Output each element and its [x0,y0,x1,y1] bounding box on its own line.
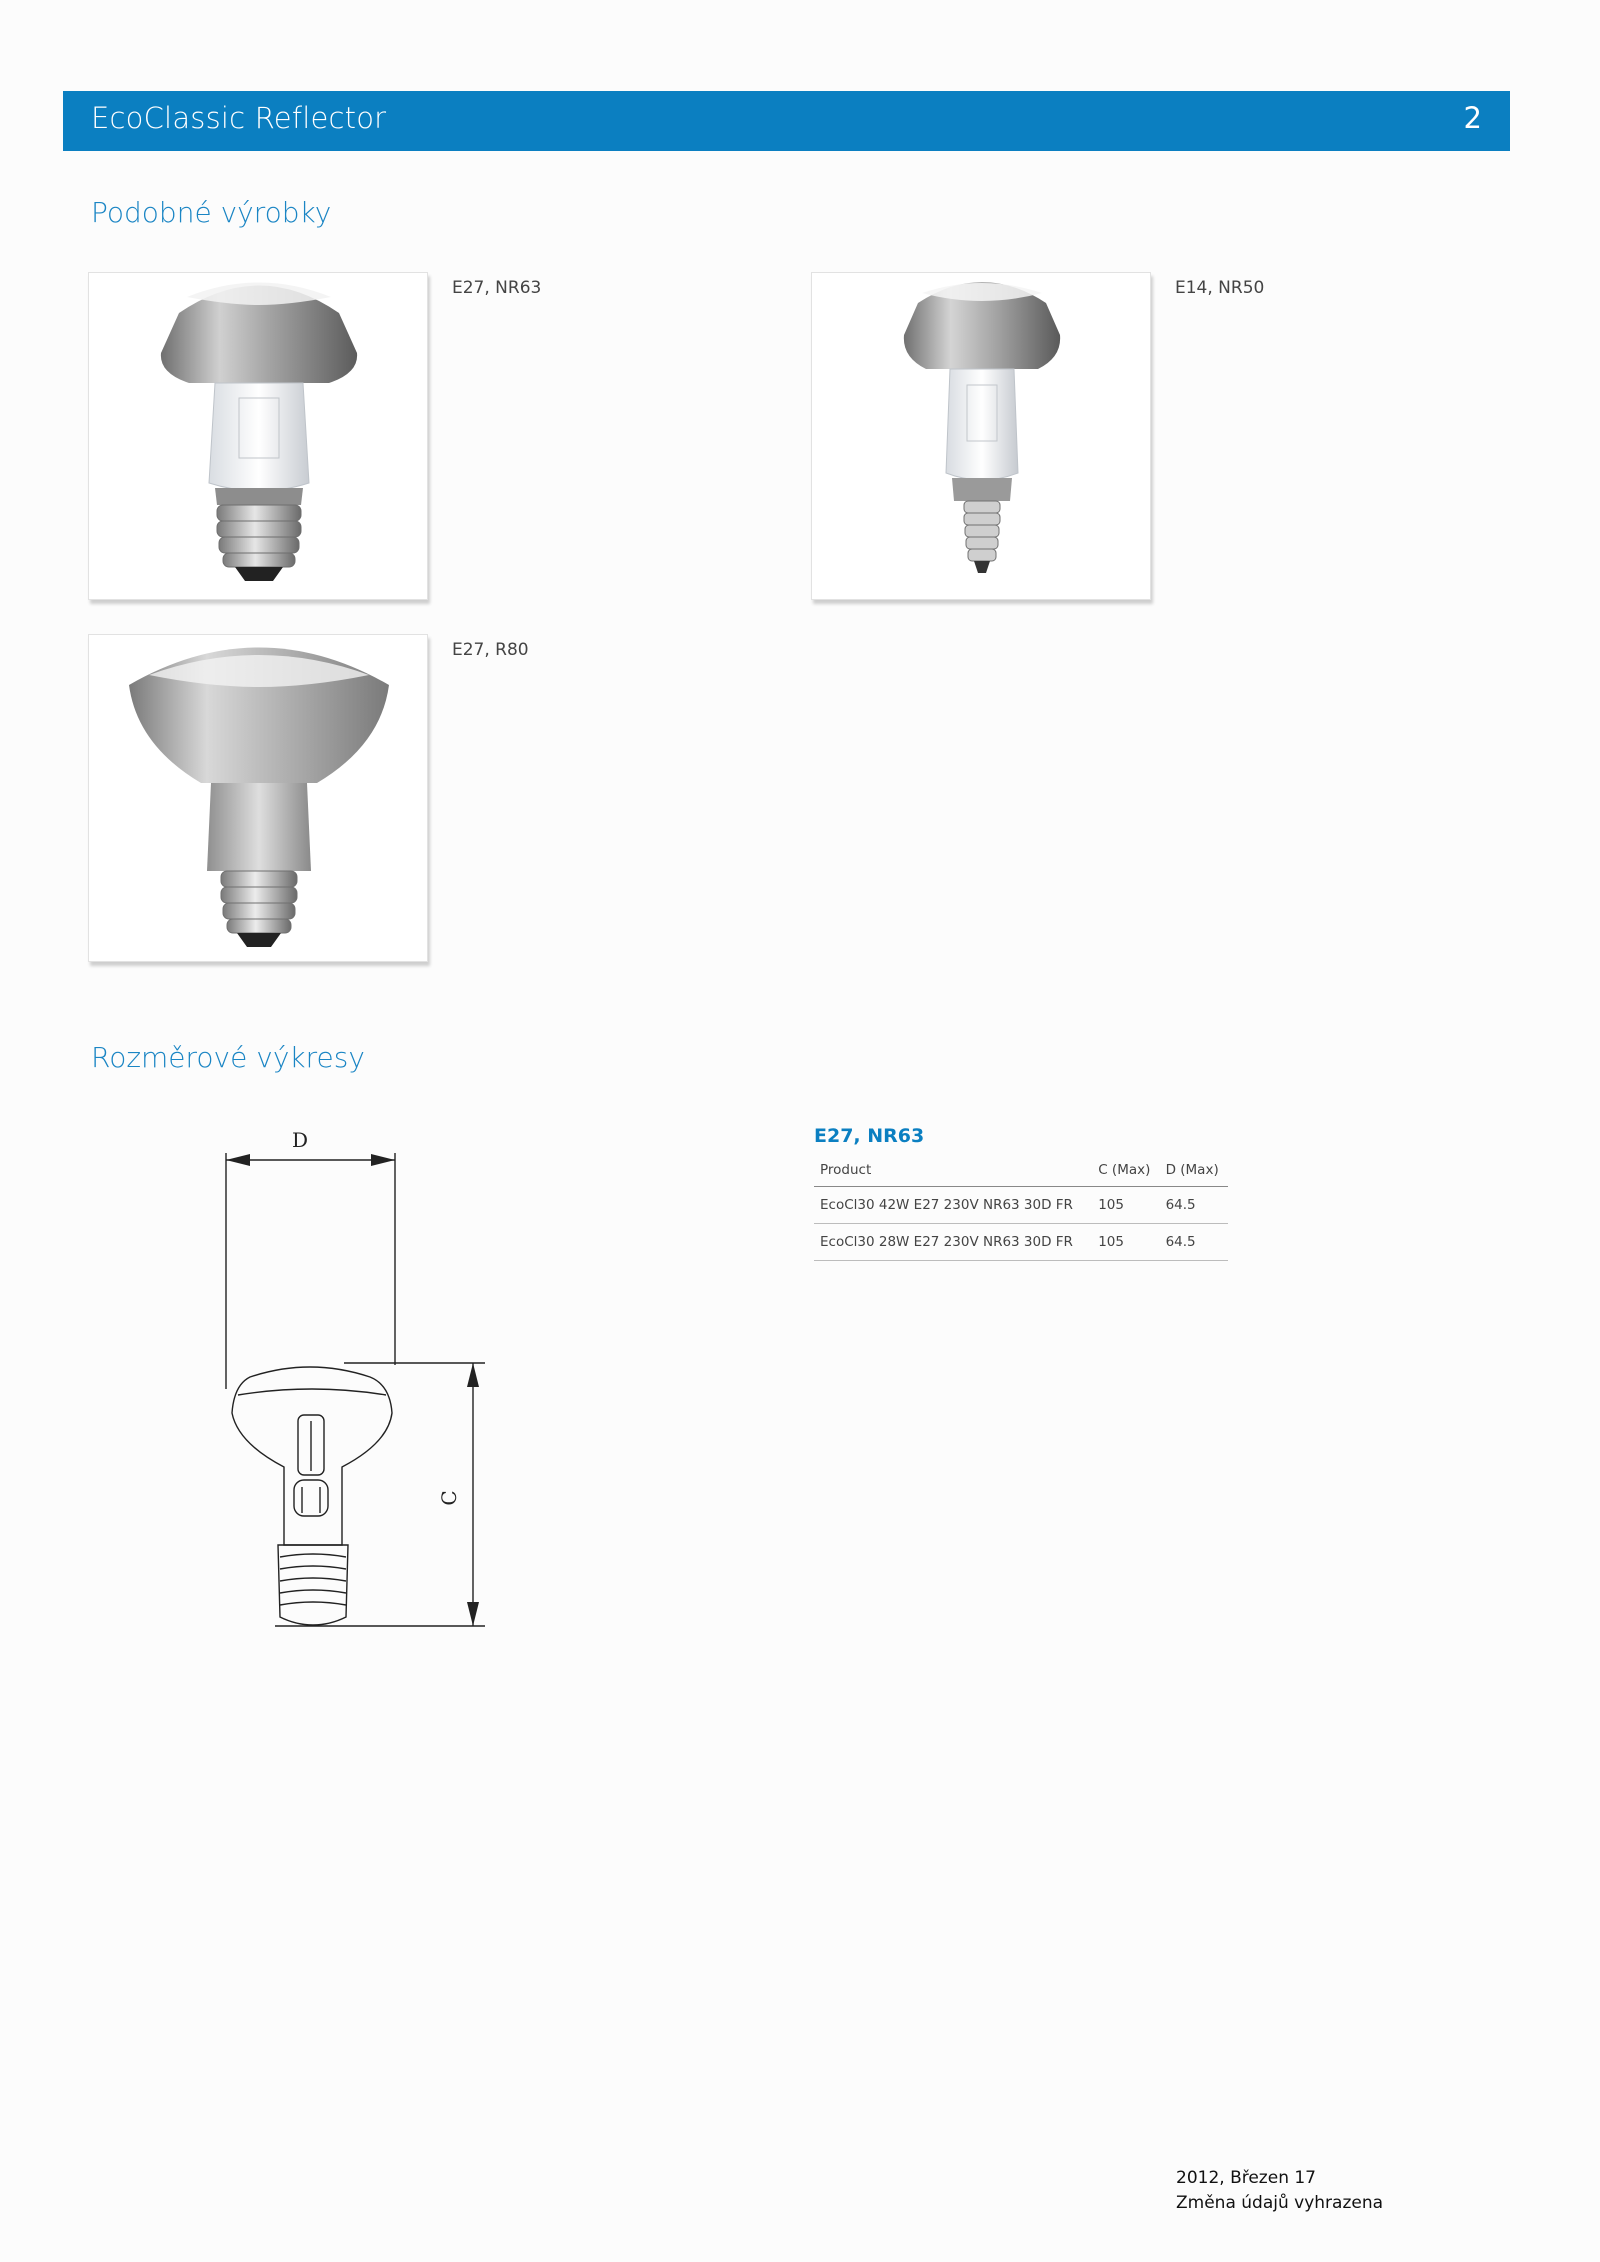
column-header-d-max: D (Max) [1160,1158,1228,1187]
r80-bulb-icon [89,635,427,961]
product-image-nr50 [811,272,1151,600]
page-number: 2 [1463,101,1482,135]
product-label-nr63: E27, NR63 [452,278,542,298]
nr50-bulb-icon [812,273,1150,599]
product-label-r80: E27, R80 [452,640,529,660]
product-image-r80 [88,634,428,962]
cell-d-max: 64.5 [1160,1224,1228,1261]
cell-c-max: 105 [1092,1224,1159,1261]
product-image-nr63 [88,272,428,600]
spec-table-title: E27, NR63 [814,1125,925,1147]
table-row [814,1187,1228,1224]
dimension-drawing [190,1125,510,1645]
header-bar [63,91,1510,151]
column-header-product: Product [814,1158,1092,1187]
product-label-nr50: E14, NR50 [1175,278,1265,298]
footer-date: 2012, Březen 17 [1176,2168,1317,2188]
spec-table-header-row [814,1158,1228,1187]
cell-d-max: 64.5 [1160,1187,1228,1224]
similar-products-heading: Podobné výrobky [91,196,332,229]
nr63-bulb-icon [89,273,427,599]
cell-c-max: 105 [1092,1187,1159,1224]
dimension-drawings-heading: Rozměrové výkresy [91,1041,365,1074]
footer [1176,2166,1383,2216]
cell-product: EcoCl30 28W E27 230V NR63 30D FR [814,1224,1092,1261]
document-title: EcoClassic Reflector [91,101,387,135]
dimension-label-c: C [437,1490,461,1506]
table-row [814,1224,1228,1261]
cell-product: EcoCl30 42W E27 230V NR63 30D FR [814,1187,1092,1224]
column-header-c-max: C (Max) [1092,1158,1159,1187]
spec-table [814,1158,1228,1261]
footer-note: Změna údajů vyhrazena [1176,2193,1384,2213]
dimension-label-d: D [291,1128,309,1152]
